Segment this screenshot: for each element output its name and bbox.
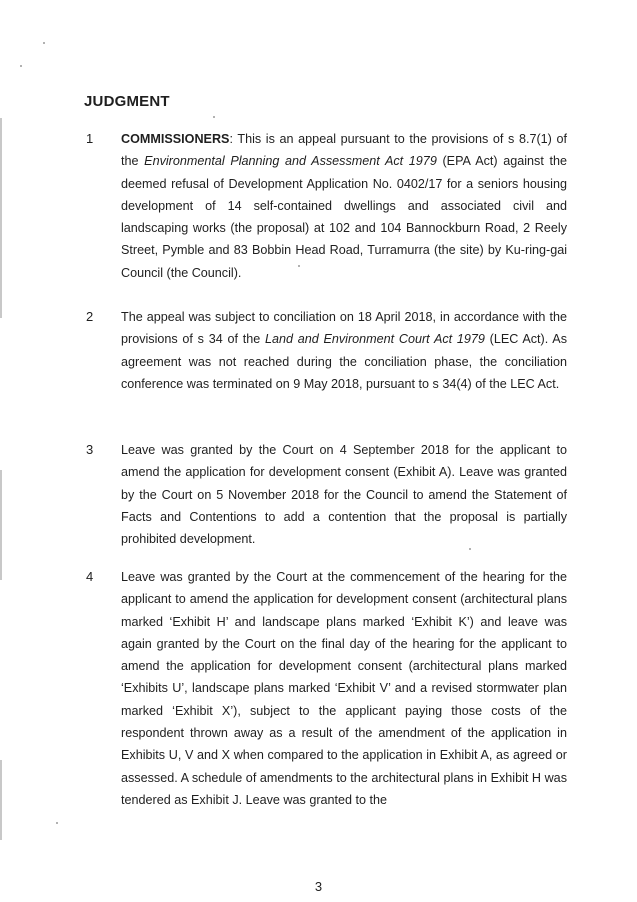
scan-speck	[20, 65, 22, 67]
paragraph-text: Leave was granted by the Court on 4 September 2018 for the applicant to amend the application for development consent (Exhibit A). Leave was granted by the Court on 5 November 2018 for the Council to amend the Statement of Facts and Contentions to add a contention that the proposal is partially prohibited development.	[121, 443, 567, 547]
text-run: : This is an appeal pursuant to the provisions of s 8.7(1) of the	[121, 132, 567, 169]
scan-speck	[213, 116, 215, 118]
paragraph-text	[121, 306, 567, 395]
text-run: The appeal was subject to conciliation on 18 April 2018, in accordance with the provisions of s 34 of the	[121, 310, 567, 347]
text-run: (LEC Act). As agreement was not reached during the conciliation phase, the conciliation conference was terminated on 9 May 2018, pursuant to s 34(4) of the LEC Act.	[121, 332, 567, 391]
scan-edge-line	[0, 470, 2, 580]
scan-edge-line	[0, 760, 2, 840]
paragraph-text: Leave was granted by the Court at the commencement of the hearing for the applicant to amend the application for development consent (architectural plans marked ‘Exhibit H’ and landscape plans marked ‘Exhibit K’) and leave was again granted by the Court on the final day of the hearing for the applicant to amend the application for development consent (architectural plans marked ‘Exhibits U’, landscape plans marked ‘Exhibit V’ and a revised stormwater plan marked ‘Exhibit X’), subject to the applicant paying those costs of the respondent thrown away as a result of the amendment of the application in Exhibits U, V and X when compared to the application in Exhibit A, as agreed or assessed. A schedule of amendments to the architectural plans in Exhibit H was tendered as Exhibit J. Leave was granted to the	[121, 570, 567, 807]
paragraph-number: 3	[86, 442, 94, 457]
judgment-heading: JUDGMENT	[84, 93, 170, 110]
scan-speck	[56, 822, 58, 824]
commissioners-lead: COMMISSIONERS	[121, 132, 230, 146]
act-title-epa: Environmental Planning and Assessment Act 1979	[144, 154, 437, 169]
scan-speck	[43, 42, 45, 44]
text-run: (EPA Act) against the deemed refusal of Development Application No. 0402/17 for a seniors housing development of 14 self-contained dwellings and associated civil and landscaping works (the proposal) at 102 and 104 Bannockburn Road, 2 Reely Street, Pymble and 83 Bobbin Head Road, Turramurra (the site) by Ku-ring-gai Council (the Council).	[121, 154, 568, 280]
scan-edge-line	[0, 118, 2, 318]
paragraph-number: 4	[86, 569, 94, 584]
paragraph-text	[121, 128, 567, 284]
paragraph-number: 2	[86, 309, 94, 324]
paragraph-number: 1	[86, 131, 94, 146]
act-title-lec: Land and Environment Court Act 1979	[264, 332, 485, 347]
page-number: 3	[314, 879, 323, 894]
